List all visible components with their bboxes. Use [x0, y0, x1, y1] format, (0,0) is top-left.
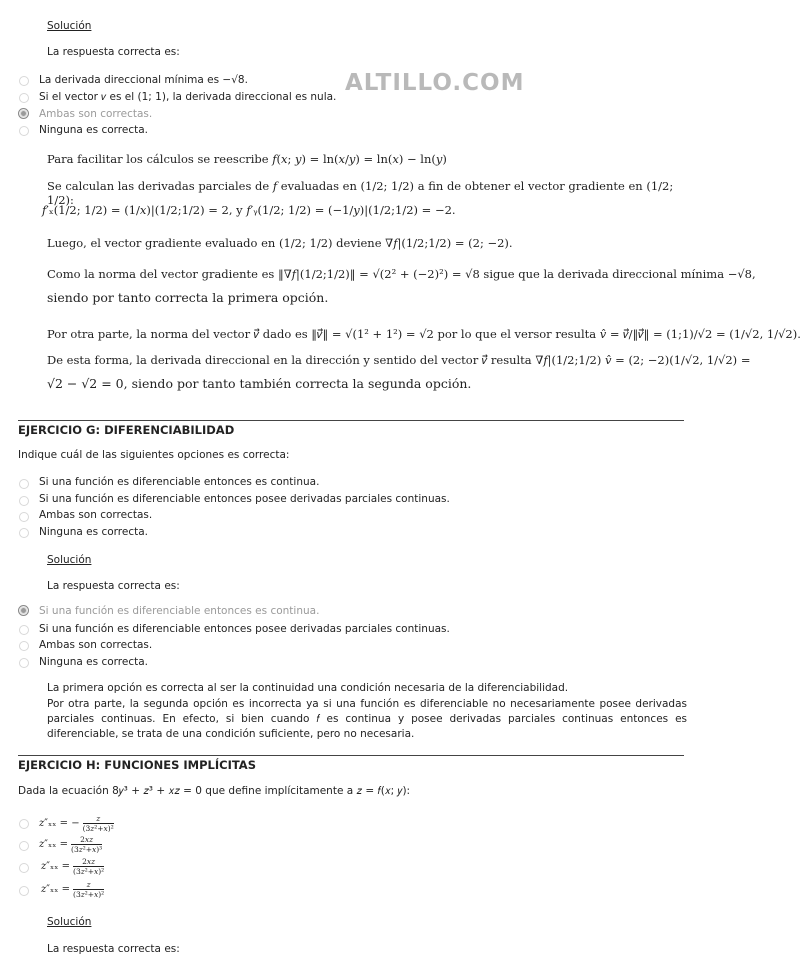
option-radio[interactable] — [19, 528, 29, 538]
formula-numerator: 2𝑥𝑧 — [80, 835, 94, 844]
answer-option-text: Ambas son correctas. — [39, 639, 153, 651]
option-radio-selected[interactable] — [18, 605, 29, 616]
exercise-h-prompt: Dada la ecuación 8𝑦³ + 𝑧³ + 𝑥𝑧 = 0 que define implícitamente a 𝑧 = 𝑓(𝑥; 𝑦): — [18, 785, 411, 797]
option-text: Si una función es diferenciable entonces posee derivadas parciales continuas. — [39, 493, 450, 505]
option-text: Ambas son correctas. — [39, 509, 153, 521]
solution-heading[interactable]: Solución — [47, 554, 92, 566]
formula-lhs: 𝑧″ₓₓ = — [41, 861, 71, 872]
explanation-paragraph: La primera opción es correcta al ser la continuidad una condición necesaria de la diferenciabilidad. — [47, 682, 569, 694]
answer-option-text: Si una función es diferenciable entonces posee derivadas parciales continuas. — [39, 623, 450, 635]
exercise-h-title: EJERCICIO H: FUNCIONES IMPLÍCITAS — [18, 758, 256, 772]
formula-numerator: 2𝑥𝑧 — [82, 857, 96, 866]
option-radio-selected[interactable] — [18, 108, 29, 119]
option-radio[interactable] — [19, 496, 29, 506]
exercise-g-prompt: Indique cuál de las siguientes opciones es correcta: — [18, 449, 290, 461]
answer-option-text: Ninguna es correcta. — [39, 656, 148, 668]
formula-denominator: (3𝑧²+𝑥)² — [82, 824, 114, 833]
explanation-line: Se calculan las derivadas parciales de 𝑓 evaluadas en (1/2; 1/2) a fin de obtener el vector gradiente en (1/2; 1/2): — [47, 179, 674, 207]
option-radio[interactable] — [19, 658, 29, 668]
solution-heading[interactable]: Solución — [47, 20, 92, 32]
watermark-logo: ALTILLO.COM — [345, 70, 525, 96]
explanation-line: siendo por tanto correcta la primera opción. — [47, 290, 329, 305]
explanation-paragraph: Por otra parte, la segunda opción es incorrecta ya si una función es diferenciable no necesariamente posee derivadas parciales continuas. En efecto, si bien cuando 𝑓 es continua y posee derivadas parciales continuas entonces es diferenciable, se trata de una condición suficiente, pero no necesaria. — [47, 698, 687, 740]
option-text: Ninguna es correcta. — [39, 526, 148, 538]
explanation-line: 𝑓′ₓ(1/2; 1/2) = (1/𝑥)|(1/2;1/2) = 2, y 𝑓′ᵧ(1/2; 1/2) = (−1/𝑦)|(1/2;1/2) = −2. — [42, 203, 456, 217]
formula-denominator: (3𝑧²+𝑥)² — [73, 890, 105, 899]
option-formula — [39, 814, 114, 833]
option-radio[interactable] — [19, 479, 29, 489]
explanation-line: √2 − √2 = 0, siendo por tanto también correcta la segunda opción. — [47, 376, 472, 391]
formula-numerator: 𝑧 — [86, 880, 91, 889]
exercise-g-title: EJERCICIO G: DIFERENCIABILIDAD — [18, 423, 235, 437]
answer-option-text: La derivada direccional mínima es −√8. — [39, 74, 248, 86]
explanation-line: De esta forma, la derivada direccional en la dirección y sentido del vector 𝑣⃗ resulta ∇𝑓|(1/2;1/2) 𝑣̂ = (2; −2)(1/√2, 1/√2) = — [47, 353, 751, 367]
formula-lhs: 𝑧″ₓₓ = — [39, 839, 69, 850]
option-radio[interactable] — [19, 841, 29, 851]
option-radio[interactable] — [19, 93, 29, 103]
answer-intro: La respuesta correcta es: — [47, 580, 180, 592]
option-radio[interactable] — [19, 819, 29, 829]
option-radio[interactable] — [19, 863, 29, 873]
option-formula — [41, 857, 104, 876]
explanation-line: Luego, el vector gradiente evaluado en (1/2; 1/2) deviene ∇𝑓|(1/2;1/2) = (2; −2). — [47, 236, 513, 250]
option-radio[interactable] — [19, 641, 29, 651]
formula-denominator: (3𝑧²+𝑥)² — [73, 867, 105, 876]
answer-intro: La respuesta correcta es: — [47, 46, 180, 58]
option-radio[interactable] — [19, 886, 29, 896]
option-formula — [39, 835, 102, 854]
option-radio[interactable] — [19, 512, 29, 522]
explanation-line: Por otra parte, la norma del vector 𝑣⃗ dado es ‖𝑣⃗‖ = √(1² + 1²) = √2 por lo que el versor resulta 𝑣̂ = 𝑣⃗/‖𝑣⃗‖ = (1;1)/√2 = (1/√2, 1/√2). — [47, 327, 801, 341]
option-radio[interactable] — [19, 625, 29, 635]
option-formula — [41, 880, 104, 899]
section-divider — [18, 755, 684, 756]
option-text: Si una función es diferenciable entonces es continua. — [39, 476, 320, 488]
formula-lhs: 𝑧″ₓₓ = — [41, 884, 71, 895]
answer-option-text: Si una función es diferenciable entonces es continua. — [39, 605, 320, 617]
answer-option-text: Si el vector 𝑣 es el (1; 1), la derivada direccional es nula. — [39, 91, 337, 103]
answer-option-text: Ambas son correctas. — [39, 108, 153, 120]
option-radio[interactable] — [19, 76, 29, 86]
answer-option-text: Ninguna es correcta. — [39, 124, 148, 136]
explanation-line: Como la norma del vector gradiente es ‖∇𝑓|(1/2;1/2)‖ = √(2² + (−2)²) = √8 sigue que la derivada direccional mínima −√8, — [47, 267, 756, 281]
formula-denominator: (3𝑧²+𝑥)³ — [71, 845, 103, 854]
formula-numerator: 𝑧 — [96, 814, 101, 823]
answer-intro: La respuesta correcta es: — [47, 943, 180, 955]
option-radio[interactable] — [19, 126, 29, 136]
solution-heading[interactable]: Solución — [47, 916, 92, 928]
section-divider — [18, 420, 684, 421]
explanation-line: Para facilitar los cálculos se reescribe 𝑓(𝑥; 𝑦) = ln(𝑥/𝑦) = ln(𝑥) − ln(𝑦) — [47, 152, 447, 166]
formula-lhs: 𝑧″ₓₓ = − — [39, 818, 80, 829]
